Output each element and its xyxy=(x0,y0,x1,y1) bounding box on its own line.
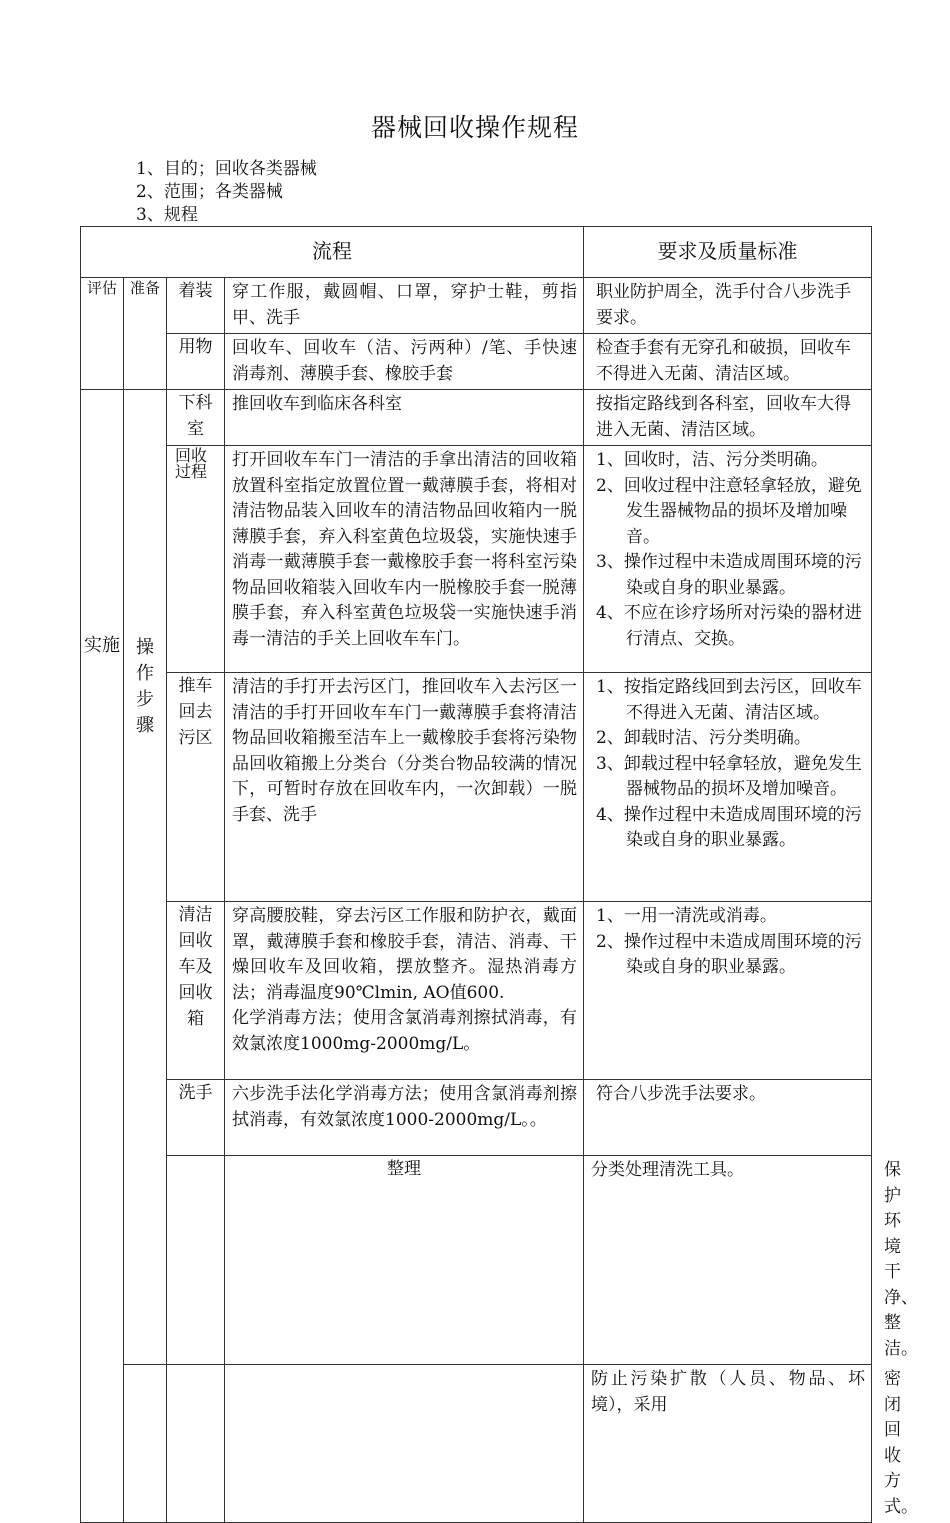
row-process: 推回收车到临床各科室 xyxy=(225,390,584,446)
process-text: 化学消毒方法；使用含氯消毒剂擦拭消毒，有效氯浓度1000mg-2000mg/L。 xyxy=(232,1008,577,1054)
requirement-item: 1、一用一清洗或消毒。 xyxy=(596,906,777,926)
row-requirement: 符合八步洗手法要求。 xyxy=(584,1080,872,1156)
row-label: 用物 xyxy=(167,334,225,390)
row-process: 清洁的手打开去污区门，推回收车入去污区一清洁的手打开回收车车门一戴薄膜手套将清洁物品回收箱搬至洁车上一戴橡胶手套将污染物品回收箱搬上分类台（分类台物品较满的情况下，可暂时存放在回收车内，一次卸载）一脱手套、洗手 xyxy=(225,673,584,902)
intro-procedure: 3、规程 xyxy=(136,205,198,225)
row-requirements xyxy=(584,902,872,1080)
row-requirement: 按指定路线到各科室，回收车大得进入无菌、清洁区域。 xyxy=(584,390,872,446)
table-row xyxy=(81,334,872,390)
table-row xyxy=(81,1080,872,1156)
row-requirement: 职业防护周全，洗手付合八步洗手要求。 xyxy=(584,278,872,334)
row-label: 着装 xyxy=(167,278,225,334)
empty-cell xyxy=(225,1365,584,1523)
requirement-item: 2、回收过程中注意轻拿轻放，避免发生器械物品的损坏及增加噪音。 xyxy=(596,475,862,547)
section-steps-label: 操作步骤 xyxy=(136,637,154,736)
intro-purpose: 1、目的；回收各类器械 xyxy=(136,159,317,179)
empty-cell xyxy=(124,1365,167,1523)
row-process: 回收车、回收车（洁、污两种）/笔、手快速消毒剂、薄膜手套、橡胶手套 xyxy=(225,334,584,390)
section-implement-label: 实施 xyxy=(84,635,120,656)
empty-cell xyxy=(167,1156,225,1365)
row-process: 穿工作服，戴圆帽、口罩，穿护士鞋，剪指甲、洗手 xyxy=(225,278,584,334)
header-requirement: 要求及质量标准 xyxy=(584,227,872,278)
requirement-item: 2、卸载时洁、污分类明确。 xyxy=(596,728,811,748)
section-assess: 评估 xyxy=(81,278,124,390)
table-header-row xyxy=(81,227,872,278)
row-process: 分类处理清洗工具。 xyxy=(584,1156,872,1365)
row-label: 下科室 xyxy=(167,390,225,446)
row-requirements xyxy=(584,446,872,673)
row-requirement: 检查手套有无穿孔和破损，回收车不得进入无菌、清洁区域。 xyxy=(584,334,872,390)
empty-cell xyxy=(167,1365,225,1523)
row-label: 清洁回收车及回收箱 xyxy=(167,902,225,1080)
requirement-item: 4、不应在诊疗场所对污染的器材进行清点、交换。 xyxy=(596,603,862,649)
requirement-item: 4、操作过程中未造成周围环境的污染或自身的职业暴露。 xyxy=(596,804,862,850)
row-requirements xyxy=(584,673,872,902)
row-label: 推车回去污区 xyxy=(167,673,225,902)
requirement-item: 2、操作过程中未造成周围环境的污染或自身的职业暴露。 xyxy=(596,931,862,977)
table-row xyxy=(81,673,872,902)
requirement-item: 3、卸载过程中轻拿轻放，避免发生器械物品的损坏及增加噪音。 xyxy=(596,753,862,799)
section-implement xyxy=(81,390,124,1523)
intro-scope: 2、范围；各类器械 xyxy=(136,182,283,202)
requirement-item: 1、按指定路线回到去污区，回收车不得进入无菌、清洁区域。 xyxy=(596,677,862,723)
row-process: 防止污染扩散（人员、物品、坏境），采用 xyxy=(584,1365,872,1523)
requirement-item: 3、操作过程中未造成周围环境的污染或自身的职业暴露。 xyxy=(596,552,862,598)
table-row: 防止污染扩散（人员、物品、坏境），采用 密闭回收方式。 xyxy=(81,1365,872,1523)
procedure-table xyxy=(80,226,918,1523)
table-row xyxy=(81,278,872,334)
page-title: 器械回收操作规程 xyxy=(370,113,579,142)
header-process: 流程 xyxy=(81,227,584,278)
section-prepare: 准备 xyxy=(124,278,167,390)
section-steps xyxy=(124,390,167,1365)
table-row xyxy=(81,446,872,673)
table-row xyxy=(81,390,872,446)
process-text: 穿高腰胶鞋，穿去污区工作服和防护衣，戴面罩，戴薄膜手套和橡胶手套，清洁、消毒、干燥回收车及回收箱，摆放整齐。湿热消毒方法；消毒温度90℃lmin, AO值600. xyxy=(232,906,577,1003)
row-process xyxy=(225,902,584,1080)
table-row xyxy=(81,902,872,1080)
requirement-item: 1、回收时，洁、污分类明确。 xyxy=(596,450,828,470)
row-process: 六步洗手法化学消毒方法；使用含氯消毒剂擦拭消毒，有效氯浓度1000-2000mg/L。。 xyxy=(225,1080,584,1156)
row-label: 洗手 xyxy=(167,1080,225,1156)
table-row: 整理 分类处理清洗工具。 保护环境干净、整洁。 xyxy=(81,1156,872,1365)
row-label: 回收过程 xyxy=(167,446,225,673)
row-label: 整理 xyxy=(225,1156,584,1365)
row-process: 打开回收车车门一清洁的手拿出清洁的回收箱放置科室指定放置位置一戴薄膜手套，将相对清洁物品装入回收车的清洁物品回收箱内一脱薄膜手套，弃入科室黄色垃圾袋，实施快速手消毒一戴薄膜手套一戴橡胶手套一将科室污染物品回收箱装入回收车内一脱橡胶手套一脱薄膜手套，弃入科室黄色垃圾袋一实施快速手消毒一清洁的手关上回收车车门。 xyxy=(225,446,584,673)
